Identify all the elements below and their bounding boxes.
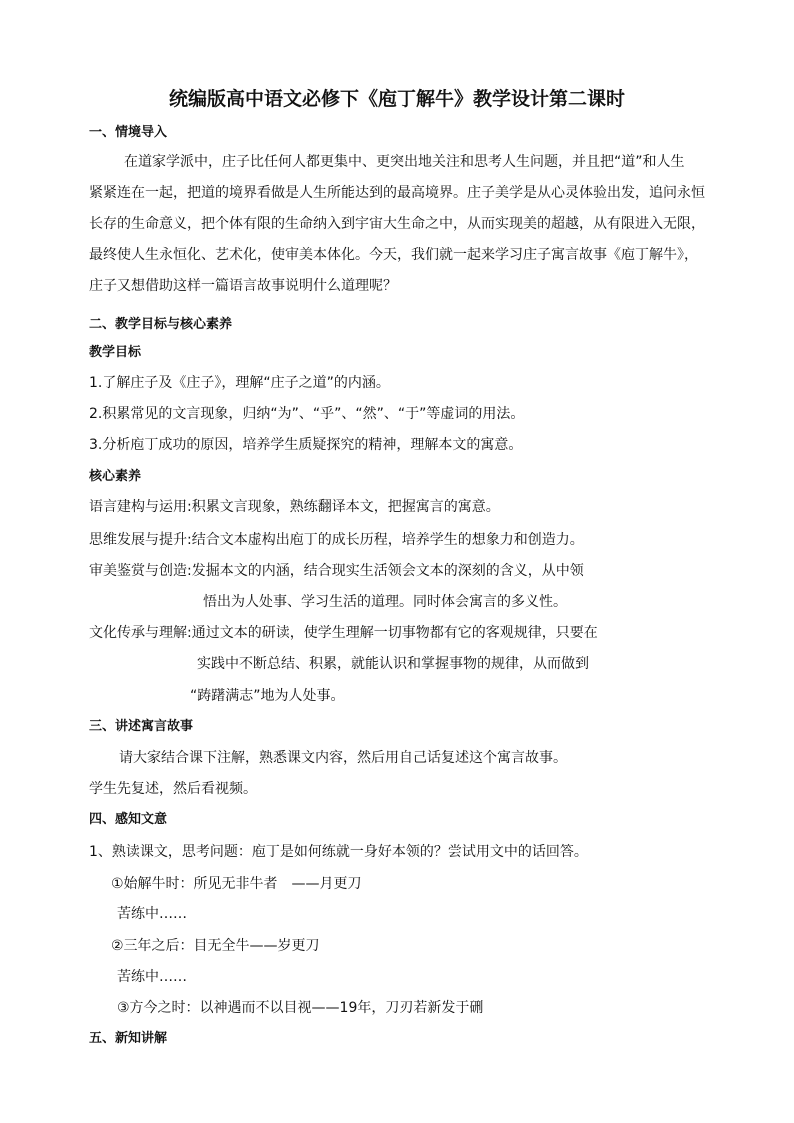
literacy-item (89, 623, 598, 643)
section-1-line: 庄子又想借助这样一篇语言故事说明什么道理呢？ (89, 278, 397, 294)
literacy-continuation: “踌躇满志”地为人处事。 (190, 688, 345, 704)
section-1-line: 最终使人生永恒化、艺术化，使审美本体化。今天，我们就一起来学习庄子寓言故事《庖丁解牛》， (89, 247, 698, 263)
section-3-line: 请大家结合课下注解，熟悉课文内容，然后用自己话复述这个寓言故事。 (119, 750, 567, 766)
goal-item: 3.分析庖丁成功的原因，培养学生质疑探究的精神，理解本文的寓意。 (89, 437, 523, 453)
literacy-text: 发掘本文的内涵，结合现实生活领会文本的深刻的含义，从中领 (191, 563, 584, 579)
section-1-heading: 一、情境导入 (89, 125, 168, 140)
literacy-label: 审美鉴赏与创造: (89, 563, 192, 579)
section-3-heading: 三、讲述寓言故事 (89, 719, 194, 734)
literacy-item (89, 497, 500, 517)
section-4-question: 1、熟读课文，思考问题：庖丁是如何练就一身好本领的？尝试用文中的话回答。 (89, 844, 588, 860)
section-5-heading: 五、新知讲解 (89, 1031, 168, 1046)
goal-item: 1.了解庄子及《庄子》，理解“庄子之道”的内涵。 (89, 375, 390, 391)
section-2-heading: 二、教学目标与核心素养 (89, 317, 233, 332)
literacy-label: 语言建构与运用: (89, 499, 192, 515)
literacy-text: 结合文本虚构出庖丁的成长历程，培养学生的想象力和创造力。 (191, 532, 584, 548)
goals-heading: 教学目标 (89, 345, 142, 360)
section-1-paragraph (89, 147, 709, 302)
section-1-line: 长存的生命意义，把个体有限的生命纳入到宇宙大生命之中，从而实现美的超越，从有限进入无限， (89, 216, 705, 232)
document-title: 统编版高中语文必修下《庖丁解牛》教学设计第二课时 (168, 88, 625, 110)
literacy-text: 积累文言现象，熟练翻译本文，把握寓言的寓意。 (191, 499, 500, 515)
section-4-item: ①始解牛时：所见无非牛者 ——月更刀 (111, 876, 362, 892)
section-1-line: 在道家学派中，庄子比任何人都更集中、更突出地关注和思考人生问题，并且把“道”和人生 (124, 154, 685, 170)
section-1-line: 紧紧连在一起，把道的境界看做是人生所能达到的最高境界。庄子美学是从心灵体验出发，追问永恒 (89, 185, 705, 201)
section-4-item: 苦练中…… (117, 969, 187, 985)
literacy-continuation: 悟出为人处事、学习生活的道理。同时体会寓言的多义性。 (203, 594, 567, 610)
literacy-item (89, 530, 584, 550)
section-4-item: 苦练中…… (117, 906, 187, 922)
goal-item: 2.积累常见的文言现象，归纳“为”、“乎”、“然”、“于”等虚词的用法。 (89, 406, 525, 422)
literacy-label: 思维发展与提升: (89, 532, 192, 548)
literacy-item (89, 561, 584, 581)
section-4-item: ②三年之后：目无全牛——岁更刀 (111, 938, 320, 954)
section-4-heading: 四、感知文意 (89, 812, 168, 827)
literacy-heading: 核心素养 (89, 469, 142, 484)
literacy-label: 文化传承与理解: (89, 625, 192, 641)
literacy-text: 通过文本的研读，使学生理解一切事物都有它的客观规律，只要在 (191, 625, 598, 641)
section-3-line: 学生先复述，然后看视频。 (89, 781, 257, 797)
section-4-item: ③方今之时：以神遇而不以目视——19年，刀刃若新发于硎 (117, 1000, 484, 1016)
literacy-continuation: 实践中不断总结、积累，就能认识和掌握事物的规律，从而做到 (197, 656, 589, 672)
